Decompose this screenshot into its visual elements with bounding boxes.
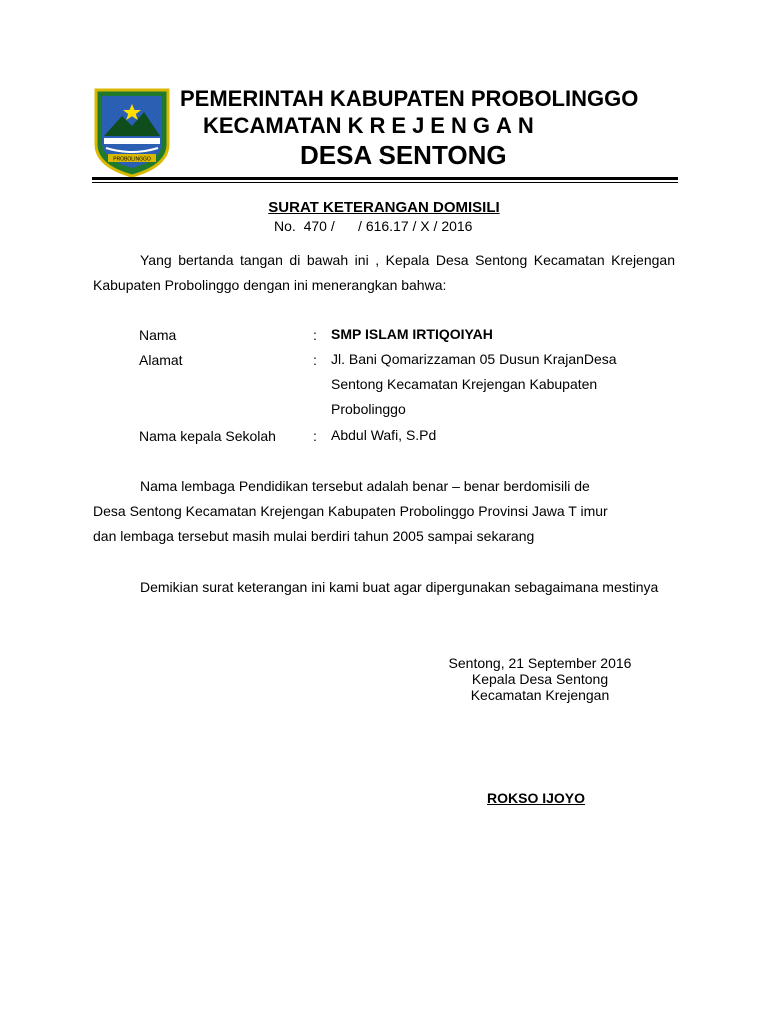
document-title: SURAT KETERANGAN DOMISILI [268,199,500,216]
opening-paragraph [93,248,675,298]
field-value-alamat [331,347,661,422]
document-number: No. 470 / / 616.17 / X / 2016 [274,218,473,234]
letterhead-district-prefix: KECAMATAN [203,113,348,138]
field-colon: : [313,352,317,368]
signature-district: Kecamatan Krejengan [470,687,610,703]
emblem-motto: PROBOLINGGO [113,156,151,163]
signature-position: Kepala Desa Sentong [471,671,609,687]
letterhead-district-name: KREJENGAN [347,113,540,138]
letterhead-district [203,113,540,139]
signer-name: ROKSO IJOYO [487,790,586,806]
alamat-line: Jl. Bani Qomarizzaman 05 Dusun KrajanDesa [331,351,617,367]
signature-place-date: Sentong, 21 September 2016 [448,655,632,671]
signature-block [440,655,640,703]
field-label-kepala-sekolah: Nama kepala Sekolah [139,428,276,444]
letterhead-divider-thin [92,182,678,183]
field-value-kepala-sekolah: Abdul Wafi, S.Pd [331,427,437,443]
letterhead-village: DESA SENTONG [300,140,507,170]
alamat-line: Probolinggo [331,401,406,417]
body-line: Desa Sentong Kecamatan Krejengan Kabupaten Probolinggo Provinsi Jawa T imur [93,503,608,519]
field-value-nama: SMP ISLAM IRTIQOIYAH [331,326,493,342]
body-line: Nama lembaga Pendidikan tersebut adalah benar – benar berdomisili de [140,478,590,494]
field-colon: : [313,327,317,343]
field-colon: : [313,428,317,444]
letterhead-government: PEMERINTAH KABUPATEN PROBOLINGGO [180,86,639,111]
body-paragraph [93,474,675,549]
regency-emblem-icon [92,86,172,178]
field-label-nama: Nama [139,327,177,343]
field-label-alamat: Alamat [139,352,183,368]
body-line: dan lembaga tersebut masih mulai berdiri tahun 2005 sampai sekarang [93,528,535,544]
letterhead-divider-thick [92,177,678,180]
closing-paragraph [93,575,675,600]
alamat-line: Sentong Kecamatan Krejengan Kabupaten [331,376,598,392]
opening-text: Yang bertanda tangan di bawah ini , Kepala Desa Sentong Kecamatan Krejengan Kabupaten Probolinggo dengan ini menerangkan bahwa: [93,252,675,293]
closing-text: Demikian surat keterangan ini kami buat agar dipergunakan sebagaimana mestinya [140,579,659,595]
